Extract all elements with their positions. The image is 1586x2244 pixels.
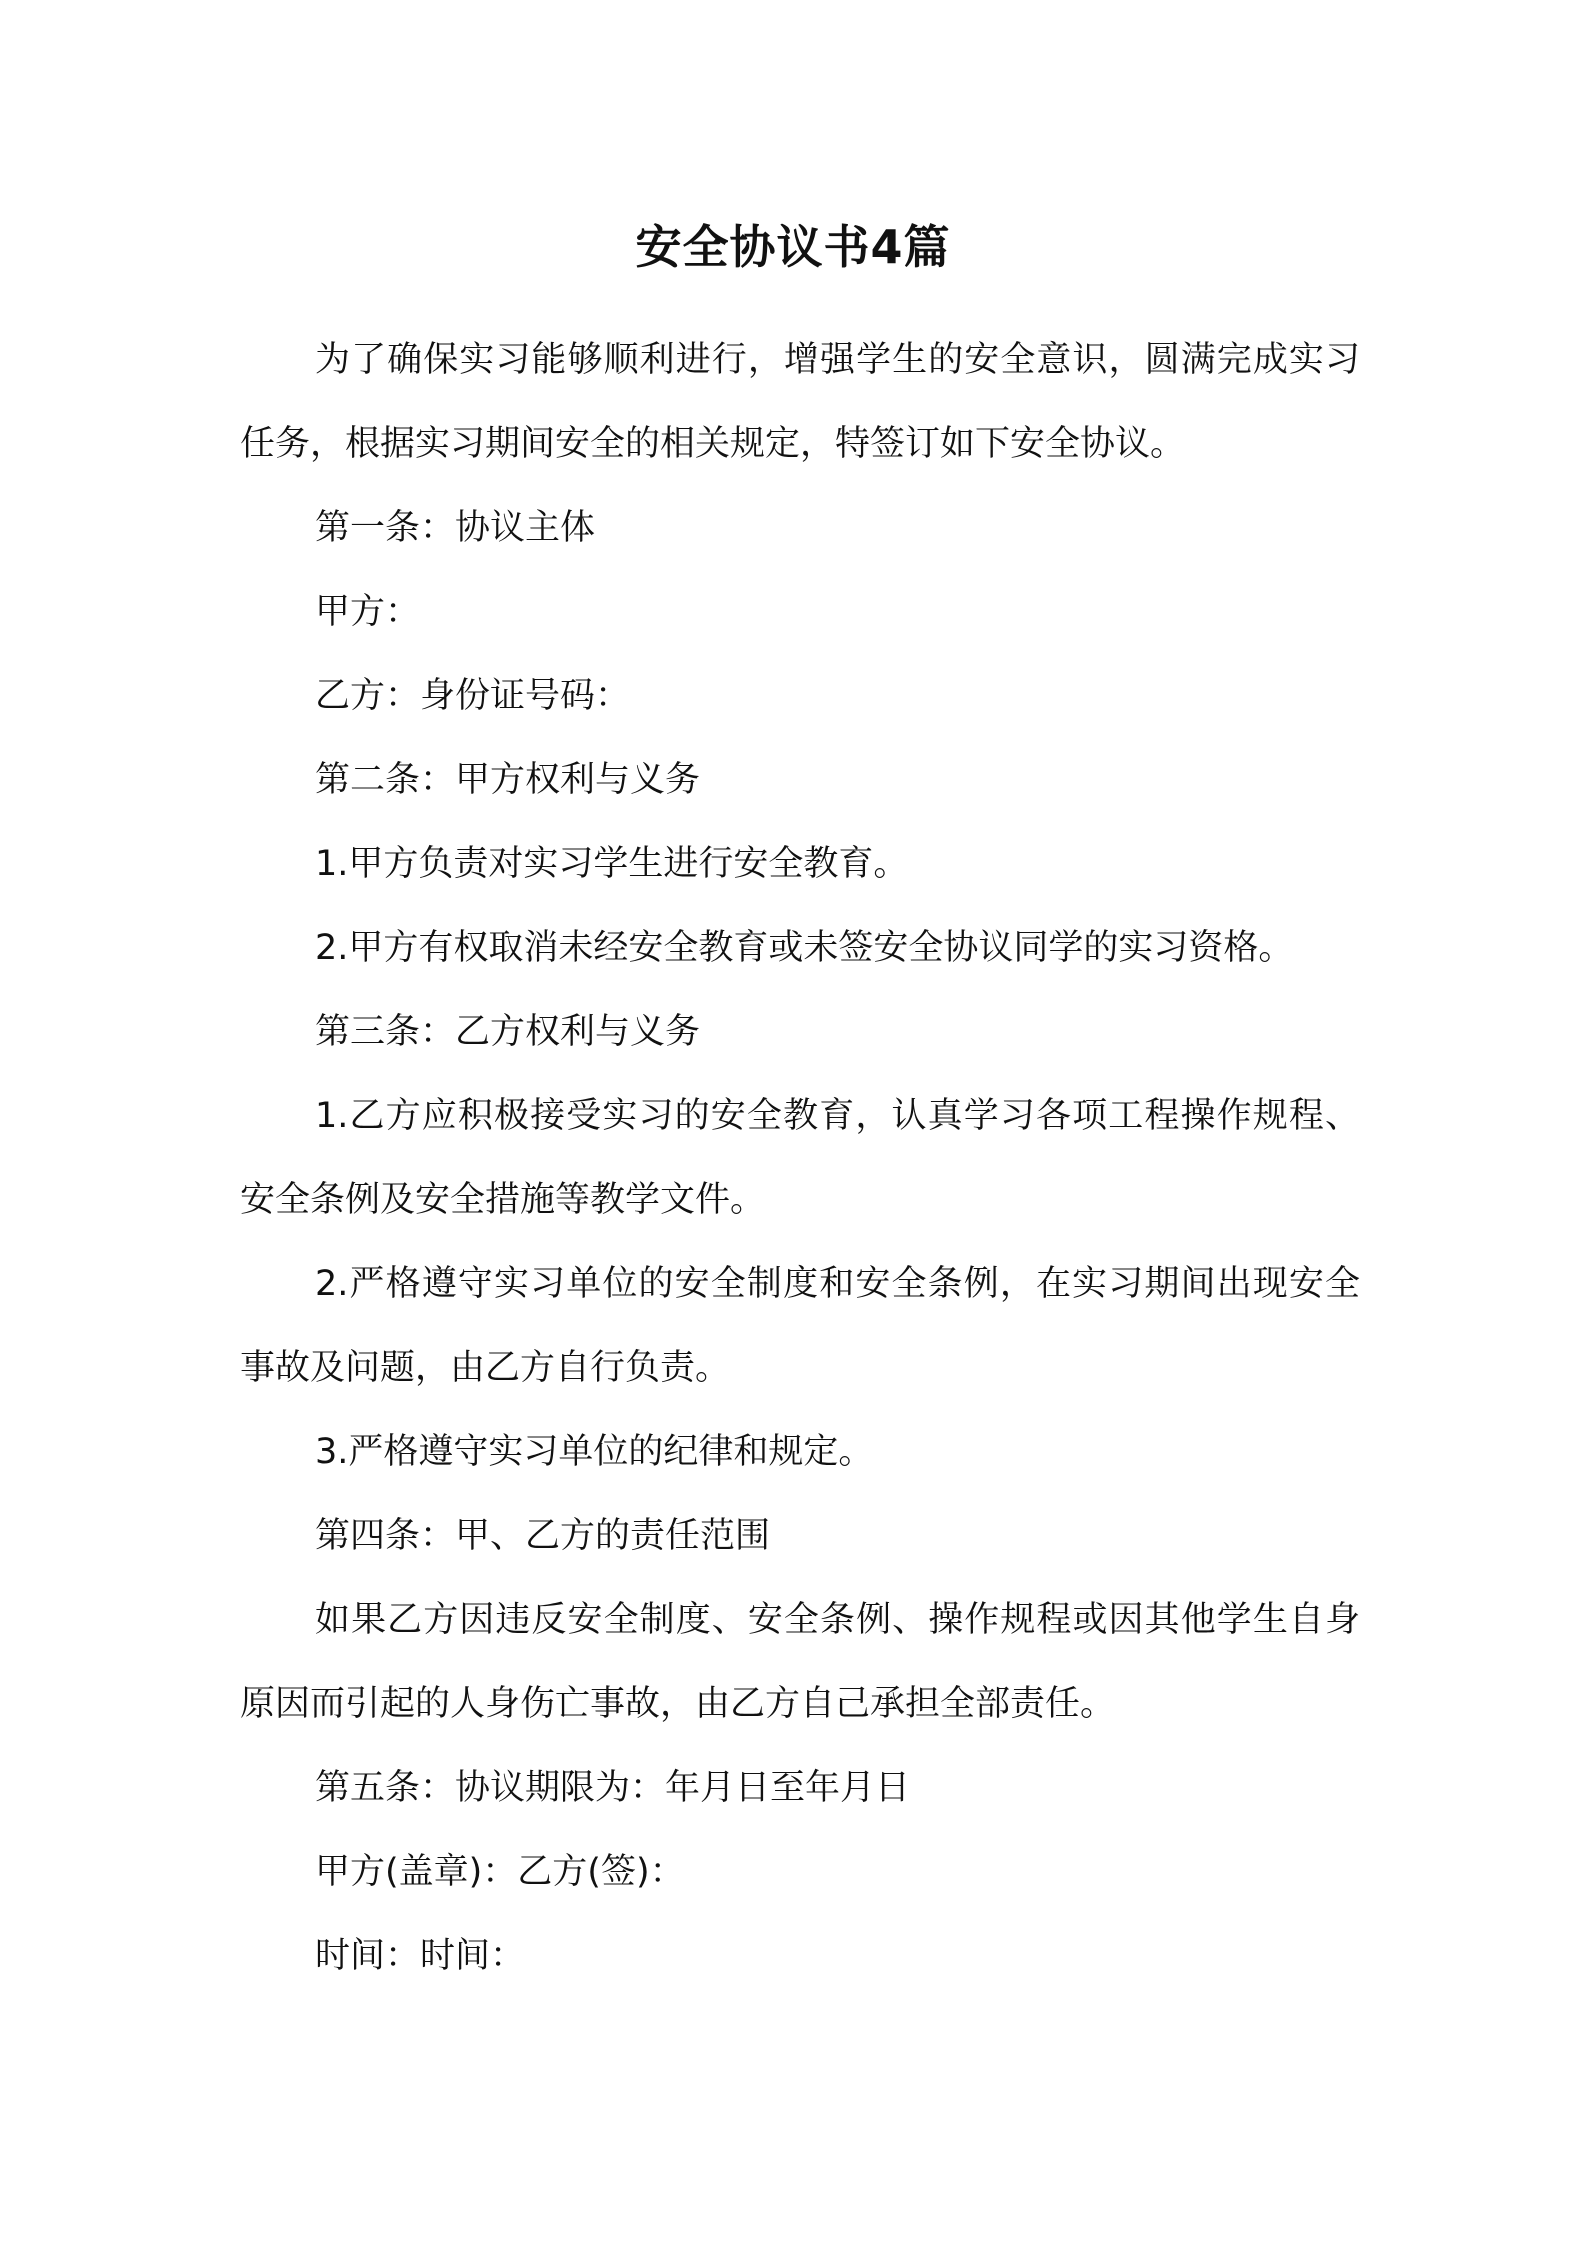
document-body bbox=[240, 318, 1360, 1998]
article-3-item-2: 2.严格遵守实习单位的安全制度和安全条例，在实习期间出现安全事故及问题，由乙方自行负责。 bbox=[240, 1264, 1360, 1388]
party-b-line: 乙方：身份证号码： bbox=[315, 676, 631, 716]
party-a-line: 甲方： bbox=[315, 592, 421, 632]
article-3-item-1: 1.乙方应积极接受实习的安全教育，认真学习各项工程操作规程、安全条例及安全措施等教学文件。 bbox=[240, 1096, 1360, 1220]
article-1-heading: 第一条：协议主体 bbox=[315, 508, 596, 548]
intro-paragraph: 为了确保实习能够顺利进行，增强学生的安全意识，圆满完成实习任务，根据实习期间安全的相关规定，特签订如下安全协议。 bbox=[240, 340, 1360, 464]
article-3-item-3: 3.严格遵守实习单位的纪律和规定。 bbox=[315, 1432, 874, 1472]
signature-line: 甲方(盖章)：乙方(签)： bbox=[315, 1852, 685, 1892]
article-2-heading: 第二条：甲方权利与义务 bbox=[315, 760, 701, 800]
article-5-term: 第五条：协议期限为：年月日至年月日 bbox=[315, 1768, 911, 1808]
article-4-text: 如果乙方因违反安全制度、安全条例、操作规程或因其他学生自身原因而引起的人身伤亡事故，由乙方自己承担全部责任。 bbox=[240, 1600, 1360, 1724]
article-3-heading: 第三条：乙方权利与义务 bbox=[315, 1012, 701, 1052]
article-2-item-1: 1.甲方负责对实习学生进行安全教育。 bbox=[315, 844, 909, 884]
document-title: 安全协议书4篇 bbox=[635, 220, 951, 274]
article-4-heading: 第四条：甲、乙方的责任范围 bbox=[315, 1516, 771, 1556]
article-2-item-2: 2.甲方有权取消未经安全教育或未签安全协议同学的实习资格。 bbox=[315, 928, 1294, 968]
date-line: 时间：时间： bbox=[315, 1936, 526, 1976]
